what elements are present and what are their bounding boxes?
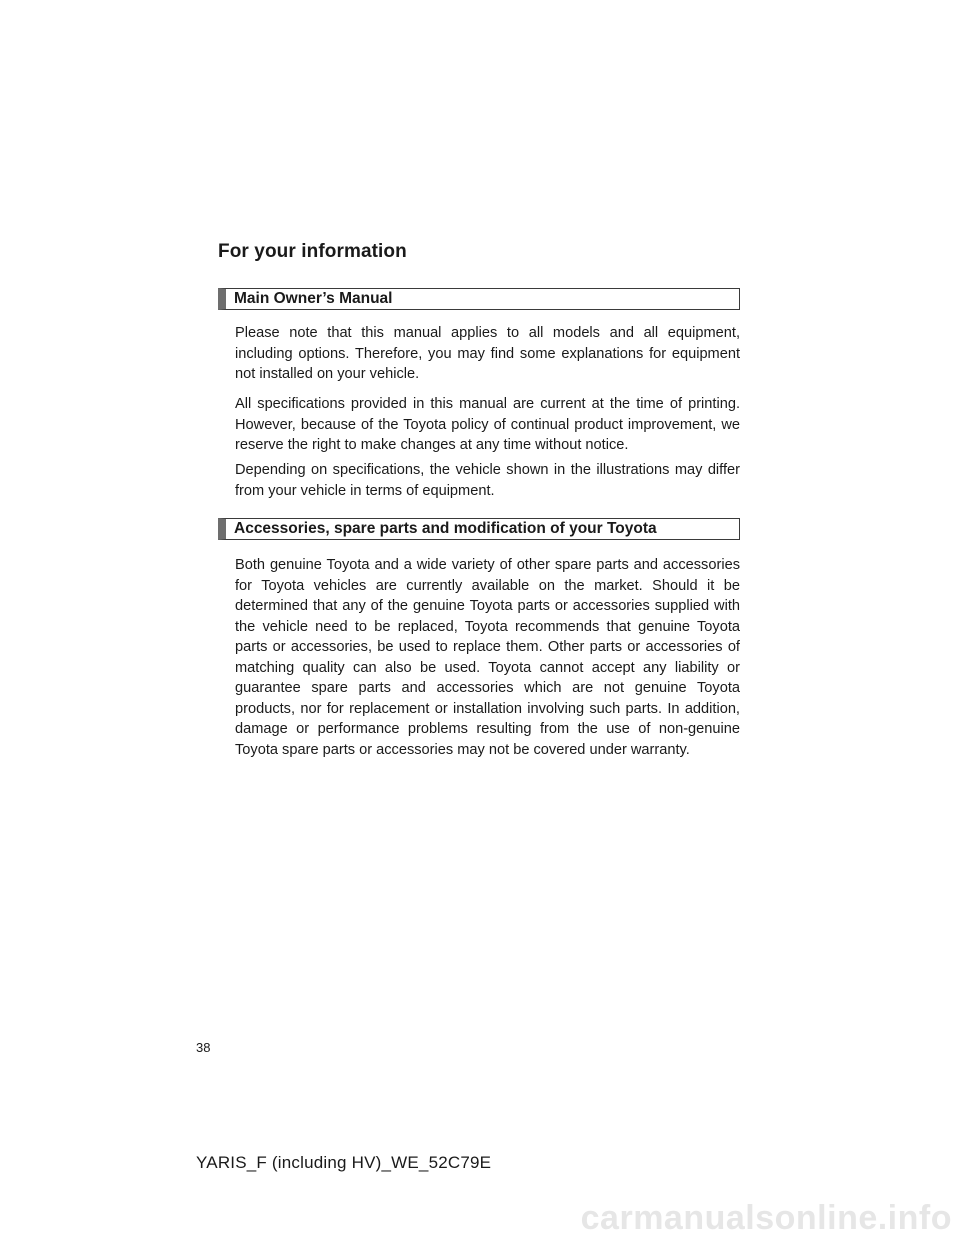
watermark: carmanualsonline.info	[580, 1199, 952, 1237]
page-title: For your information	[218, 241, 407, 262]
footer-document-code: YARIS_F (including HV)_WE_52C79E	[196, 1153, 492, 1172]
paragraph-manual-scope: Please note that this manual applies to all models and all equipment, including options. Therefore, you may find some explanations for equipment not installed on your vehicle.	[235, 325, 740, 382]
paragraph-specifications-notice: All specifications provided in this manual are current at the time of printing. However, because of the Toyota policy of continual product improvement, we reserve the right to make changes at any time without notice.	[235, 396, 740, 453]
section-heading-label: Main Owner’s Manual	[234, 290, 393, 307]
section-heading-label: Accessories, spare parts and modification of your Toyota	[234, 520, 657, 537]
page-number: 38	[196, 1040, 211, 1055]
section-heading-accessories-spare-parts	[218, 518, 740, 540]
paragraph-genuine-parts: Both genuine Toyota and a wide variety of other spare parts and accessories for Toyota vehicles are currently available on the market. Should it be determined that any of the genuine Toyota parts or accessories supplied with the vehicle need to be replaced, Toyota recommends that genuine Toyota parts or accessories, be used to replace them. Other parts or accessories of matching quality can also be used. Toyota cannot accept any liability or guarantee spare parts and accessories which are not genuine Toyota products, nor for replacement or installation involving such parts. In addition, damage or performance problems resulting from the use of non-genuine Toyota spare parts or accessories may not be covered under warranty.	[235, 557, 740, 758]
paragraph-illustrations-notice: Depending on specifications, the vehicle shown in the illustrations may differ from your vehicle in terms of equipment.	[235, 462, 740, 499]
section-heading-main-owners-manual	[218, 288, 740, 310]
